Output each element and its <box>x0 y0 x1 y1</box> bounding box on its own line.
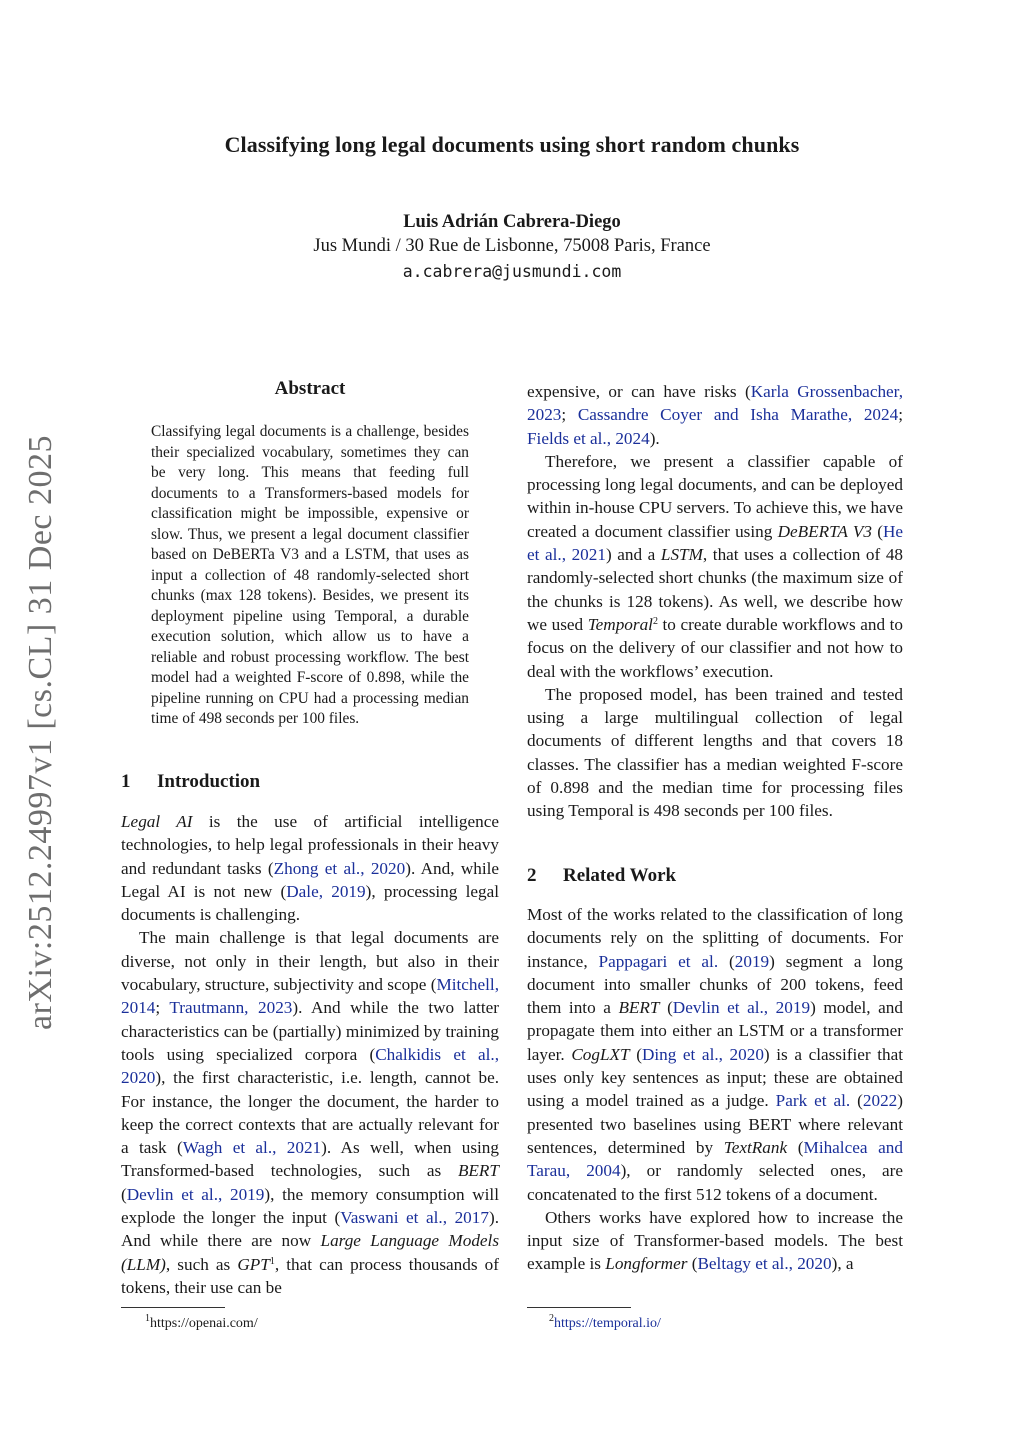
section-heading-introduction <box>121 771 260 793</box>
arxiv-identifier: arXiv:2512.24997v1 [cs.CL] 31 Dec 2025 <box>22 434 59 1030</box>
text-span: , that can process thousands of tokens, their use can be <box>121 1254 499 1297</box>
citation-link[interactable]: Zhong et al., 2020 <box>273 858 406 878</box>
paragraph <box>121 810 499 926</box>
text-span: , that uses a collection of 48 randomly-selected short chunks (the maximum size of the chunks is 128 tokens). As well, we describe how we used <box>527 545 904 634</box>
text-span: ( <box>787 1137 804 1157</box>
citation-link[interactable]: Wagh et al., 2021 <box>182 1138 322 1158</box>
footnote-2 <box>549 1313 661 1332</box>
italic-term: LSTM <box>660 545 703 565</box>
text-span: ; <box>561 405 578 425</box>
text-span: ( <box>659 998 673 1018</box>
text-span: , such as <box>165 1254 238 1274</box>
text-span: Most of the works related to the classification of long documents rely on the splitting of documents. For instance, <box>527 905 903 971</box>
paragraph <box>121 926 499 1299</box>
section-heading-related-work <box>527 865 676 887</box>
text-span: ) presented two baselines using BERT where relevant sentences, determined by <box>527 1091 903 1157</box>
paragraph <box>527 1206 903 1276</box>
text-span: ; <box>155 998 170 1018</box>
citation-link[interactable]: Beltagy et al., 2020 <box>697 1254 832 1274</box>
italic-term: Large Language Models (LLM) <box>121 1231 500 1274</box>
footnote-mark: 1 <box>145 1313 150 1324</box>
italic-term: DeBERTA V3 <box>777 521 872 541</box>
italic-term: Longformer <box>605 1254 688 1274</box>
footnote-url[interactable]: https://temporal.io/ <box>554 1316 661 1331</box>
citation-link[interactable]: 2019 <box>734 951 770 971</box>
text-span: ). And while the two latter characteristics can be (partially) minimized by training tools using specialized corpora ( <box>121 998 499 1064</box>
text-span: ) segment a long document into smaller chunks of 200 tokens, feed them into a <box>527 951 903 1018</box>
text-span: expensive, or can have risks ( <box>527 382 751 401</box>
author-name: Luis Adrián Cabrera-Diego <box>403 212 621 232</box>
text-span: ), processing legal documents is challenging. <box>121 881 499 925</box>
text-span: ), a <box>831 1254 854 1274</box>
text-span: ). <box>649 428 660 448</box>
text-span: ), the memory consumption will explode the longer the input ( <box>121 1184 499 1228</box>
citation-link[interactable]: Cassandre Coyer and Isha Marathe, 2024 <box>577 405 899 425</box>
footnote-marker[interactable]: 2 <box>652 615 658 627</box>
text-span: ), or randomly selected ones, are concatenated to the first 512 tokens of a document. <box>527 1161 904 1204</box>
citation-link[interactable]: Mihalcea and Tarau, 2004 <box>527 1137 903 1181</box>
citation-link[interactable]: Dale, 2019 <box>286 881 366 901</box>
citation-link[interactable]: Fields et al., 2024 <box>527 428 650 448</box>
italic-term: BERT <box>457 1161 499 1181</box>
section-number: 1 <box>121 771 131 792</box>
italic-term: GPT <box>237 1254 270 1274</box>
text-span: ) model, and propagate them into either an LSTM or a transformer layer. <box>527 998 903 1064</box>
paragraph: The proposed model, has been trained and tested using a large multilingual collection of legal documents of different lengths and that covers 18 classes. The classifier has a median weighted F-score of 0.898 and the median time for processing files using Temporal is 498 seconds per 100 files. <box>527 684 903 821</box>
text-span: ). As well, when using Transformed-based technologies, such as <box>121 1138 499 1181</box>
text-span: Therefore, we present a classifier capable of processing long legal documents, and can be deployed within in-house CPU servers. To achieve this, we have created a document classifier using <box>527 451 903 541</box>
abstract-text: Classifying legal documents is a challenge, besides their specialized vocabulary, sometimes they can be very long. This means that feeding full documents to a Transformers-based models for classification might be impossible, expensive or slow. Thus, we present a legal document classifier based on DeBERTa V3 and a LSTM, that uses as input a collection of 48 randomly-selected short chunks (max 128 tokens). Besides, we present its deployment pipeline using Temporal, a durable execution solution, which allow us to have a reliable and robust processing workflow. The best model had a weighted F-score of 0.898, while the pipeline running on CPU had a processing median time of 498 seconds per 100 files. <box>151 423 469 727</box>
citation-link[interactable]: Mitchell, 2014 <box>121 975 499 1018</box>
text-span: to create durable workflows and to focus on the delivery of our classifier and not how to deal with the workflows’ execution. <box>527 614 904 681</box>
footnote-marker[interactable]: 1 <box>269 1255 275 1267</box>
citation-link[interactable]: Ding et al., 2020 <box>641 1044 764 1064</box>
paragraph <box>527 903 903 1206</box>
section-number: 2 <box>527 865 537 886</box>
text-span: The main challenge is that legal documents are diverse, not only in their length, but also in their vocabulary, structure, subjectivity and scope ( <box>121 928 499 995</box>
citation-link[interactable]: 2022 <box>862 1091 898 1111</box>
text-span: ( <box>121 1184 127 1204</box>
citation-link[interactable]: Pappagari et al. <box>598 951 719 971</box>
text-span: ). And, while Legal AI is not new ( <box>121 858 500 901</box>
footnote-1 <box>145 1313 258 1332</box>
citation-link[interactable]: Karla Grossenbacher, 2023 <box>527 382 903 425</box>
citation-link[interactable]: Chalkidis et al., 2020 <box>121 1044 499 1088</box>
text-span: ( <box>850 1091 863 1111</box>
italic-term: Legal AI <box>121 812 193 831</box>
right-column-body <box>527 380 903 823</box>
text-span: ), the first characteristic, i.e. length, cannot be. For instance, the longer the document, the harder to keep the correct contexts that are actually relevant for a task ( <box>121 1068 499 1158</box>
footnote-rule <box>121 1307 225 1308</box>
text-span: ). And while there are now <box>121 1208 499 1251</box>
section-title: Introduction <box>157 771 261 792</box>
paper-title: Classifying long legal documents using short random chunks <box>224 132 800 157</box>
footnote-mark: 2 <box>549 1313 554 1324</box>
introduction-body <box>121 810 499 1299</box>
author-affiliation: Jus Mundi / 30 Rue de Lisbonne, 75008 Paris, France <box>313 236 711 256</box>
text-span: ( <box>718 951 735 971</box>
citation-link[interactable]: Trautmann, 2023 <box>169 998 293 1018</box>
citation-link[interactable]: Devlin et al., 2019 <box>672 998 811 1018</box>
author-email: a.cabrera@jusmundi.com <box>402 262 622 281</box>
text-span: ( <box>687 1254 698 1274</box>
citation-link[interactable]: He et al., 2021 <box>527 521 903 565</box>
text-span: ) is a classifier that uses only key sentences as input; these are obtained using a model trained as a judge. <box>527 1044 903 1111</box>
text-span: ; <box>898 405 903 425</box>
italic-term: BERT <box>618 998 660 1018</box>
citation-link[interactable]: Vaswani et al., 2017 <box>340 1208 489 1228</box>
text-span: ) and a <box>605 545 661 565</box>
italic-term: TextRank <box>723 1137 788 1157</box>
italic-term: CogLXT <box>571 1044 630 1064</box>
related-work-body <box>527 903 903 1276</box>
text-span: ( <box>871 521 883 541</box>
footnote-url[interactable]: https://openai.com/ <box>150 1316 258 1331</box>
footnote-rule <box>527 1307 631 1308</box>
section-title: Related Work <box>563 865 677 886</box>
text-span: Others works have explored how to increase the input size of Transformer-based models. The best example is <box>527 1207 903 1274</box>
text-span: ( <box>629 1044 642 1064</box>
italic-term: Temporal <box>587 614 653 634</box>
citation-link[interactable]: Park et al. <box>775 1091 851 1111</box>
paragraph <box>527 380 903 450</box>
citation-link[interactable]: Devlin et al., 2019 <box>126 1184 265 1204</box>
paragraph <box>527 450 903 683</box>
abstract-heading: Abstract <box>274 378 346 399</box>
text-span: is the use of artificial intelligence technologies, to help legal professionals in their heavy and redundant tasks ( <box>121 812 500 878</box>
